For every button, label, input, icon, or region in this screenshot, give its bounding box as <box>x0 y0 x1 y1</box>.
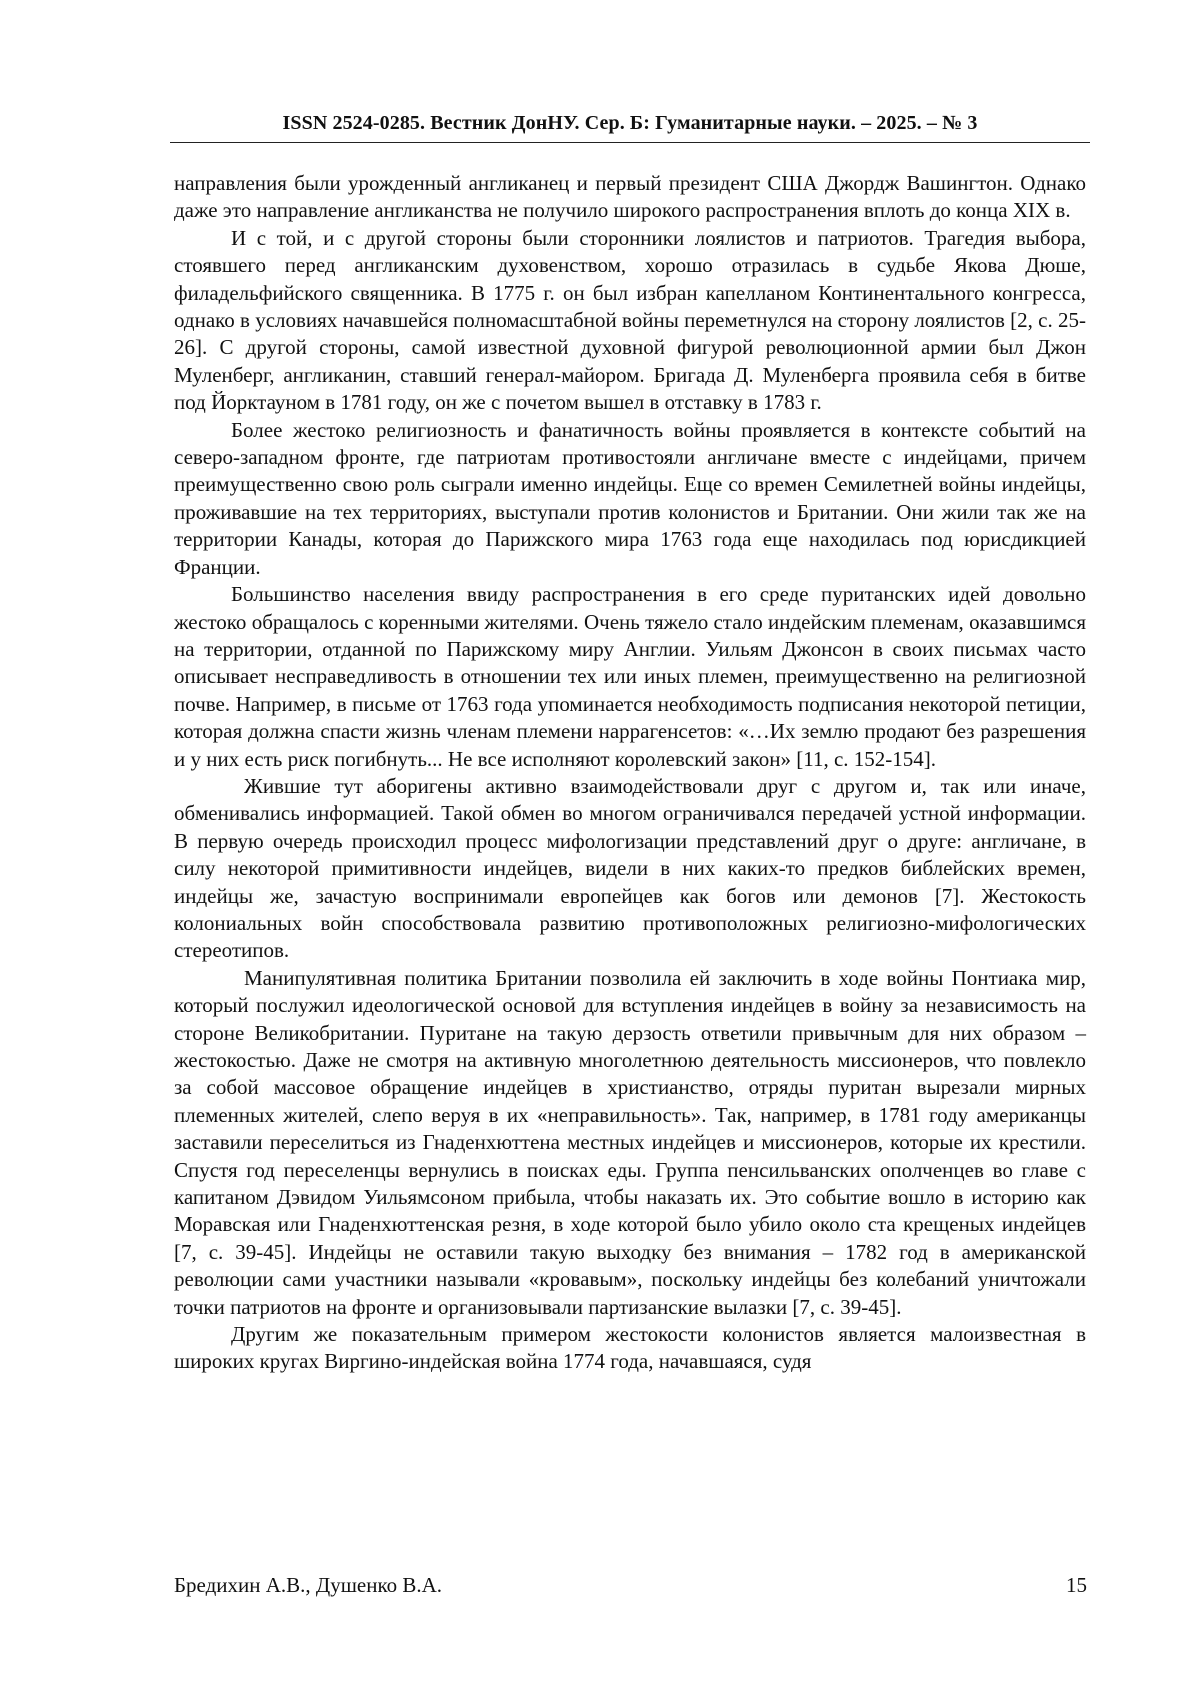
paragraph-continuation: направления были урожденный англиканец и первый президент США Джордж Вашингтон. Однако даже это направление англиканства не получило широкого распространения вплоть до конца XIX в. <box>174 171 1086 223</box>
article-body <box>174 170 1086 1376</box>
page-number: 15 <box>1066 1573 1087 1597</box>
footer-authors: Бредихин А.В., Душенко В.А. <box>174 1573 443 1597</box>
running-header: ISSN 2524-0285. Вестник ДонНУ. Сер. Б: Гуманитарные науки. – 2025. – № 3 <box>282 112 978 134</box>
paragraph: И с той, и с другой стороны были сторонники лоялистов и патриотов. Трагедия выбора, стоявшего перед англиканским духовенством, хорошо отразилась в судьбе Якова Дюше, филадельфийского священника. В 1775 г. он был избран капелланом Континентального конгресса, однако в условиях начавшейся полномасштабной войны переметнулся на сторону лоялистов [2, с. 25-26]. С другой стороны, самой известной духовной фигурой революционной армии был Джон Муленберг, англиканин, ставший генерал-майором. Бригада Д. Муленберга проявила себя в битве под Йорктауном в 1781 году, он же с почетом вышел в отставку в 1783 г. <box>174 225 1086 415</box>
header-divider <box>170 142 1090 143</box>
paragraph: Большинство населения ввиду распространения в его среде пуританских идей довольно жестоко обращалось с коренными жителями. Очень тяжело стало индейским племенам, оказавшимся на территории, отданной по Парижскому миру Англии. Уильям Джонсон в своих письмах часто описывает несправедливость в отношении тех или иных племен, преимущественно на религиозной почве. Например, в письме от 1763 года упоминается необходимость подписания некоторой петиции, которая должна спасти жизнь членам племени наррагенсетов: «…Их землю продают без разрешения и у них есть риск погибнуть... Не все исполняют королевский закон» [11, с. 152-154]. <box>174 582 1086 771</box>
paragraph: Манипулятивная политика Британии позволила ей заключить в ходе войны Понтиака мир, который послужил идеологической основой для вступления индейцев в войну за независимость на стороне Великобритании. Пуритане на такую дерзость ответили привычным для них образом – жестокостью. Даже не смотря на активную многолетнюю деятельность миссионеров, что повлекло за собой массовое обращение индейцев в христианство, отряды пуритан вырезали мирных племенных жителей, слепо веруя в их «неправильность». Так, например, в 1781 году американцы заставили переселиться из Гнаденхюттена местных индейцев и миссионеров, которые их крестили. Спустя год переселенцы вернулись в поисках еды. Группа пенсильванских ополченцев во главе с капитаном Дэвидом Уильямсоном прибыла, чтобы наказать их. Это событие вошло в историю как Моравская или Гнаденхюттенская резня, в ходе которой было убило около ста крещеных индейцев [7, с. 39-45]. Индейцы не оставили такую выходку без внимания – 1782 год в американской революции сами участники называли «кровавым», поскольку индейцы без колебаний уничтожали точки патриотов на фронте и организовывали партизанские вылазки [7, с. 39-45]. <box>174 965 1086 1319</box>
paragraph: Жившие тут аборигены активно взаимодействовали друг с другом и, так или иначе, обменивались информацией. Такой обмен во многом ограничивался передачей устной информации. В первую очередь происходил процесс мифологизации представлений друг о друге: англичане, в силу некоторой примитивности индейцев, видели в них каких-то предков библейских времен, индейцы же, зачастую воспринимали европейцев как богов или демонов [7]. Жестокость колониальных войн способствовала развитию противоположных религиозно-мифологических стереотипов. <box>174 773 1086 963</box>
paragraph: Более жестоко религиозность и фанатичность войны проявляется в контексте событий на северо-западном фронте, где патриотам противостояли англичане вместе с индейцами, причем преимущественно свою роль сыграли именно индейцы. Еще со времен Семилетней войны индейцы, проживавшие на тех территориях, выступали против колонистов и Британии. Они жили так же на территории Канады, которая до Парижского мира 1763 года еще находилась под юрисдикцией Франции. <box>174 417 1086 579</box>
paragraph: Другим же показательным примером жестокости колонистов является малоизвестная в широких кругах Виргино-индейская война 1774 года, начавшаяся, судя <box>174 1322 1086 1374</box>
